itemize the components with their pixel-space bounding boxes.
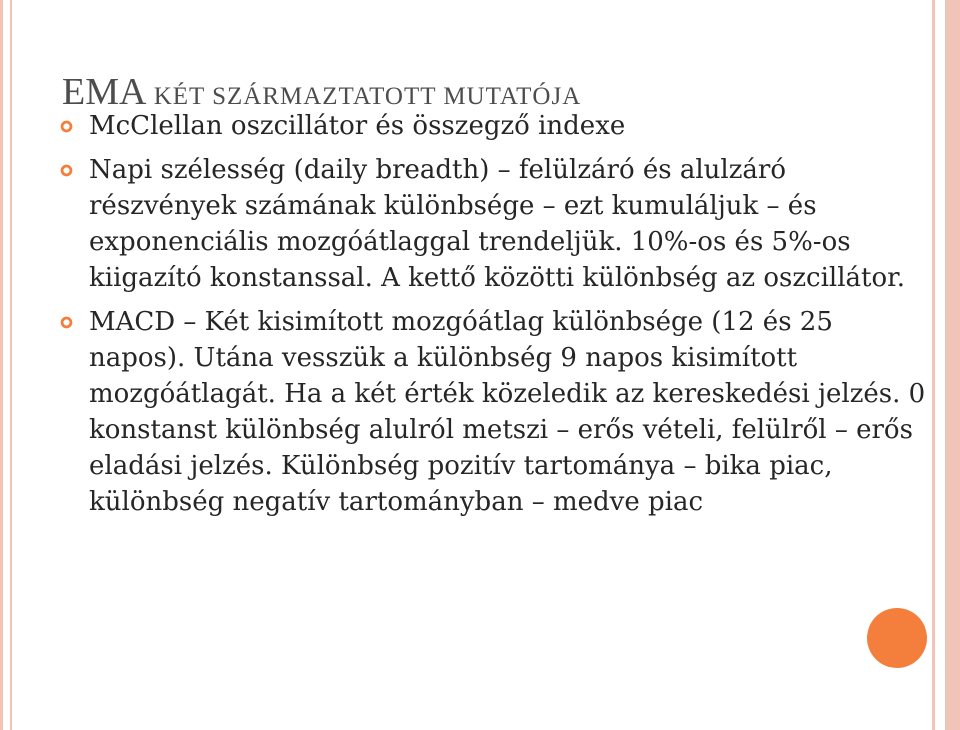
slide-title-rest: KÉT SZÁRMAZTATOTT MUTATÓJA xyxy=(146,83,582,110)
bullet-text: Napi szélesség (daily breadth) – felülzáró és alulzáró részvények számának különbsége – ezt kumuláljuk – és exponenciális mozgóátlaggal trendeljük. 10%-os és 5%-os kiigazító konstanssal. A kettő közötti különbség az oszcillátor. xyxy=(89,155,905,293)
bullet-text: MACD – Két kisimított mozgóátlag különbsége (12 és 25 napos). Utána vesszük a különbség 9 napos kisimított mozgóátlagát. Ha a két érték közeledik az kereskedési jelzés. 0 konstanst különbség alulról metszi – erős vételi, felülről – erős eladási jelzés. Különbség pozitív tartománya – bika piac, különbség negatív tartományban – medve piac xyxy=(89,307,926,517)
frame-line-right-inner xyxy=(932,0,935,730)
bullet-text: McClellan oszcillátor és összegző indexe xyxy=(89,111,626,141)
bullet-list xyxy=(60,108,930,528)
slide-title-main: EMA xyxy=(62,71,147,113)
ring-bullet-icon xyxy=(60,316,73,329)
ring-bullet-icon xyxy=(60,164,73,177)
frame-line-left-outer xyxy=(0,0,3,730)
frame-line-left-inner xyxy=(10,0,12,730)
frame-line-right-outer xyxy=(945,0,960,730)
bullet-item xyxy=(60,304,930,520)
orange-circle-decoration xyxy=(867,608,927,668)
ring-bullet-icon xyxy=(60,120,73,133)
bullet-item xyxy=(60,152,930,296)
bullet-item xyxy=(60,108,930,144)
